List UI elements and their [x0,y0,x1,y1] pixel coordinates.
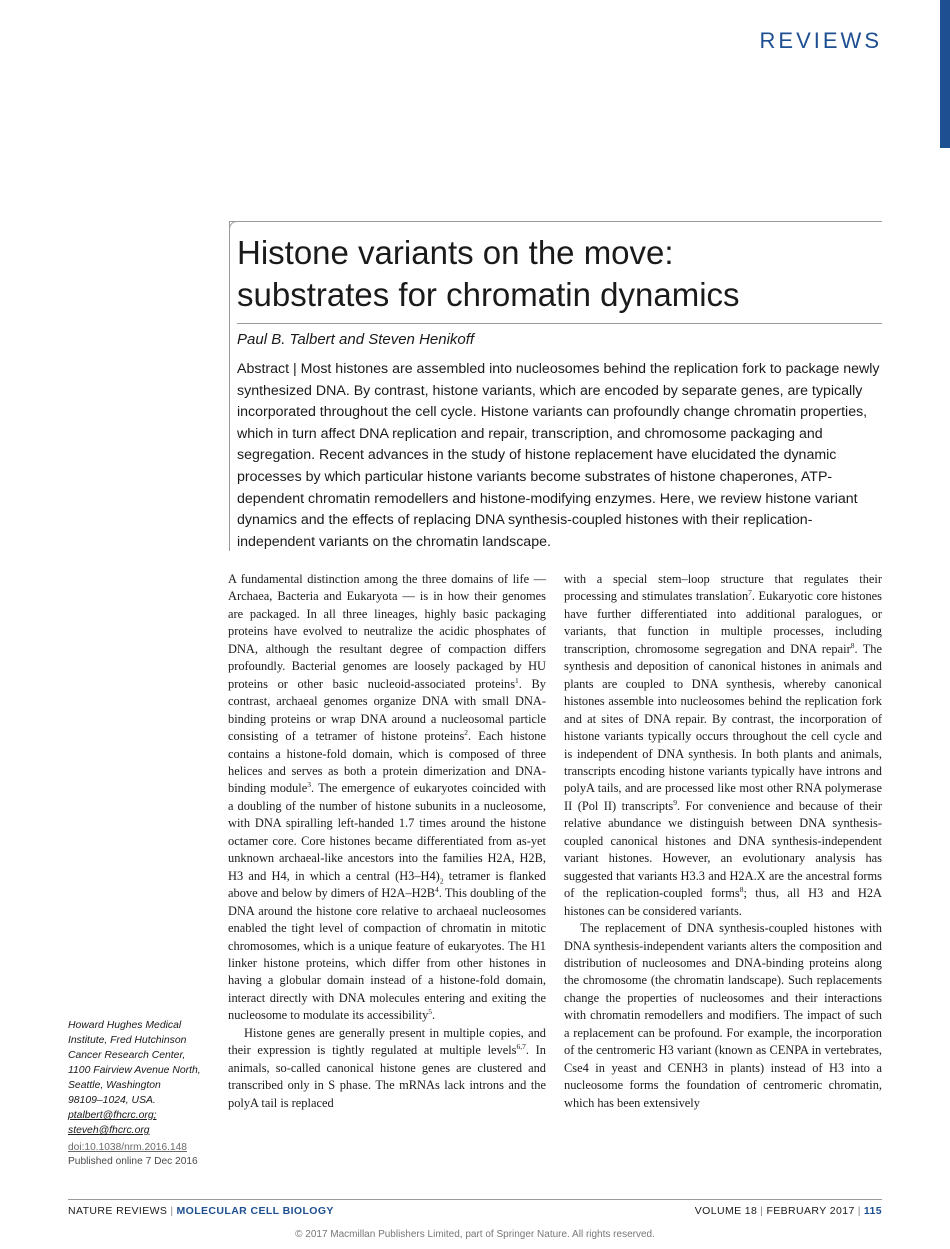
citation-ref[interactable]: 8 [739,885,744,895]
body-column-left [228,571,546,1112]
text-run: A fundamental distinction among the three domains of life — Archaea, Bacteria and Eukaryota — is in how their genomes are packaged. In all three lineages, highly basic packaging proteins have evolved to neutralize the acidic phosphates of DNA, although the resultant degree of compaction differs profoundly. Bacterial genomes are loosely packaged by HU proteins or other basic nucleoid-associated proteins [228,572,546,691]
text-run: with a special stem–loop structure that regulates their processing and stimulates translation [564,572,882,604]
text-run: . Each histone contains a histone-fold domain, which is composed of three helices and serves as both a protein dimerization and DNA-binding module [228,729,547,796]
authors: Paul B. Talbert and Steven Henikoff [237,331,475,348]
text-run: ; thus, all H3 and H2A histones can be considered variants. [564,886,882,918]
citation-ref[interactable]: 9 [673,797,677,807]
doi-link[interactable]: doi:10.1038/nrm.2016.148 [68,1142,187,1153]
published-date: Published online 7 Dec 2016 [68,1156,198,1167]
title-side-rule [229,221,230,551]
text-run: Histone genes are generally present in multiple copies, and their expression is tightly regulated at multiple levels [228,1025,546,1058]
paragraph [564,571,882,920]
journal-name: MOLECULAR CELL BIOLOGY [176,1205,334,1217]
issue-date: FEBRUARY 2017 [766,1205,855,1217]
affiliation-line: 1100 Fairview Avenue North, [68,1065,201,1076]
footer-rule [68,1199,882,1200]
citation-ref[interactable]: 4 [435,885,439,895]
email-link[interactable]: ptalbert@fhcrc.org; [68,1110,157,1121]
citation-ref[interactable]: 7 [748,588,752,598]
text-run: The replacement of DNA synthesis-coupled histones with DNA synthesis-independent variants alters the composition and distribution of nucleosomes and DNA-binding proteins along the chromosome (the chromatin landscape). Such replacements change the properties of nucleosomes and their interactions with chromatin remodellers and modifiers. The impact of such a replacement can be profound. For example, the incorporation of the centromeric H3 variant (known as CENPA in vertebrates, Cse4 in yeast and CENH3 in plants) instead of H3 into a nucleosome forms the foundation of centromeric chromatin, which has been extensively [564,921,882,1110]
abstract-label: Abstract [237,361,290,377]
text-run: . For convenience and because of their relative abundance we distinguish between DNA synthesis-coupled canonical histones and DNA synthesis-independent variant histones. However, an evolutionary analysis has suggested that variants H3.3 and H2A.X are the ancestral forms of the replication-coupled forms [564,798,882,901]
title-top-rule [229,221,882,222]
citation-ref[interactable]: 8 [850,640,855,650]
affiliation-line: Howard Hughes Medical [68,1020,182,1031]
abstract-separator: | [289,361,301,377]
citation-ref[interactable]: 1 [515,675,519,685]
citation-ref[interactable]: 5 [428,1007,433,1017]
page-number: 115 [863,1205,882,1217]
title-line-2: substrates for chromatin dynamics [237,276,740,313]
text-run: tetramer is flanked above and below by dimers of H2A–H2B [228,868,546,901]
section-edge-tab [940,0,950,148]
abstract-text: Most histones are assembled into nucleosomes behind the replication fork to package newly synthesized DNA. By contrast, histone variants, which are encoded by separate genes, are typically incorporated throughout the cell cycle. Histone variants can profoundly change chromatin properties, which in turn affect DNA replication and repair, transcription, and chromosome packaging and segregation. Recent advances in the study of histone replacement have elucidated the dynamic processes by which particular histone variants become substrates of histone chaperones, ATP-dependent chromatin remodellers and histone-modifying enzymes. Here, we review histone variant dynamics and the effects of replacing DNA synthesis-coupled histones with their replication-independent variants on the chromatin landscape. [237,361,880,550]
paragraph [228,571,546,1025]
affiliation-line: Institute, Fred Hutchinson [68,1035,187,1046]
paragraph [564,920,882,1112]
paragraph [228,1025,546,1112]
footer-issue: VOLUME 18 | FEBRUARY 2017 | 115 [694,1205,882,1217]
text-run: . This doubling of the DNA around the histone core relative to archaeal nucleosomes enabled the tight level of compaction of chromatin in mitotic chromosomes, which is a unique feature of eukaryotes. The H1 linker histone proteins, which differ from other histones in having a globular domain instead of a histone-fold domain, interact directly with DNA molecules entering and exiting the nucleosome to modulate its accessibility [228,886,546,1023]
title-bottom-rule [237,323,882,324]
citation-ref[interactable]: 6,7 [516,1042,526,1052]
text-run: . By contrast, archaeal genomes organize DNA with small DNA-binding proteins or wrap DNA around a nucleosomal particle consisting of a tetramer of histone proteins [228,676,547,744]
doi-block [68,1141,218,1169]
subscript: 2 [439,876,444,886]
text-run: . The emergence of eukaryotes coincided with a doubling of the number of histone subunits in a nucleosome, with DNA spiralling left-handed 1.7 times around the histone octamer core. Core histones became differentiated from as-yet unknown archaeal-like ancestors into the families H2A, H2B, H3 and H4, in which a central (H3–H4) [228,781,546,883]
footer-journal: NATURE REVIEWS | MOLECULAR CELL BIOLOGY [68,1205,334,1217]
title-corner [229,221,239,231]
email-link[interactable]: steveh@fhcrc.org [68,1125,150,1136]
article-title [237,232,877,316]
author-affiliation [68,1018,218,1138]
copyright: © 2017 Macmillan Publishers Limited, part of Springer Nature. All rights reserved. [295,1229,655,1240]
citation-ref[interactable]: 2 [464,727,469,737]
text-run: . In animals, so-called canonical histone genes are clustered and transcribed only in S phase. The mRNAs lack introns and the polyA tail is replaced [228,1043,546,1110]
abstract [237,359,882,553]
text-run: . Eukaryotic core histones have further differentiated into additional paralogues, or variants, that function in multiple processes, including transcription, chromosome segregation and DNA repair [564,589,882,656]
affiliation-line: Cancer Research Center, [68,1050,186,1061]
text-run: . The synthesis and deposition of canonical histones in animals and plants are coupled to DNA synthesis, whereby canonical histones assemble into nucleosomes behind the replication fork and at sites of DNA repair. By contrast, the incorporation of histone variants typically occurs throughout the cell cycle and is independent of DNA synthesis. In both plants and animals, transcripts encoding histone variants typically have introns and polyA tails, and are processed like most other RNA polymerase II (Pol II) transcripts [564,641,882,813]
affiliation-line: Seattle, Washington [68,1080,161,1091]
title-line-1: Histone variants on the move: [237,234,674,271]
text-run: . [432,1008,436,1023]
affiliation-line: 98109–1024, USA. [68,1095,156,1106]
volume: VOLUME 18 [694,1205,758,1217]
section-label: REVIEWS [759,28,882,53]
publisher-name: NATURE REVIEWS [68,1205,168,1217]
body-column-right [564,571,882,1112]
citation-ref[interactable]: 3 [307,780,311,790]
